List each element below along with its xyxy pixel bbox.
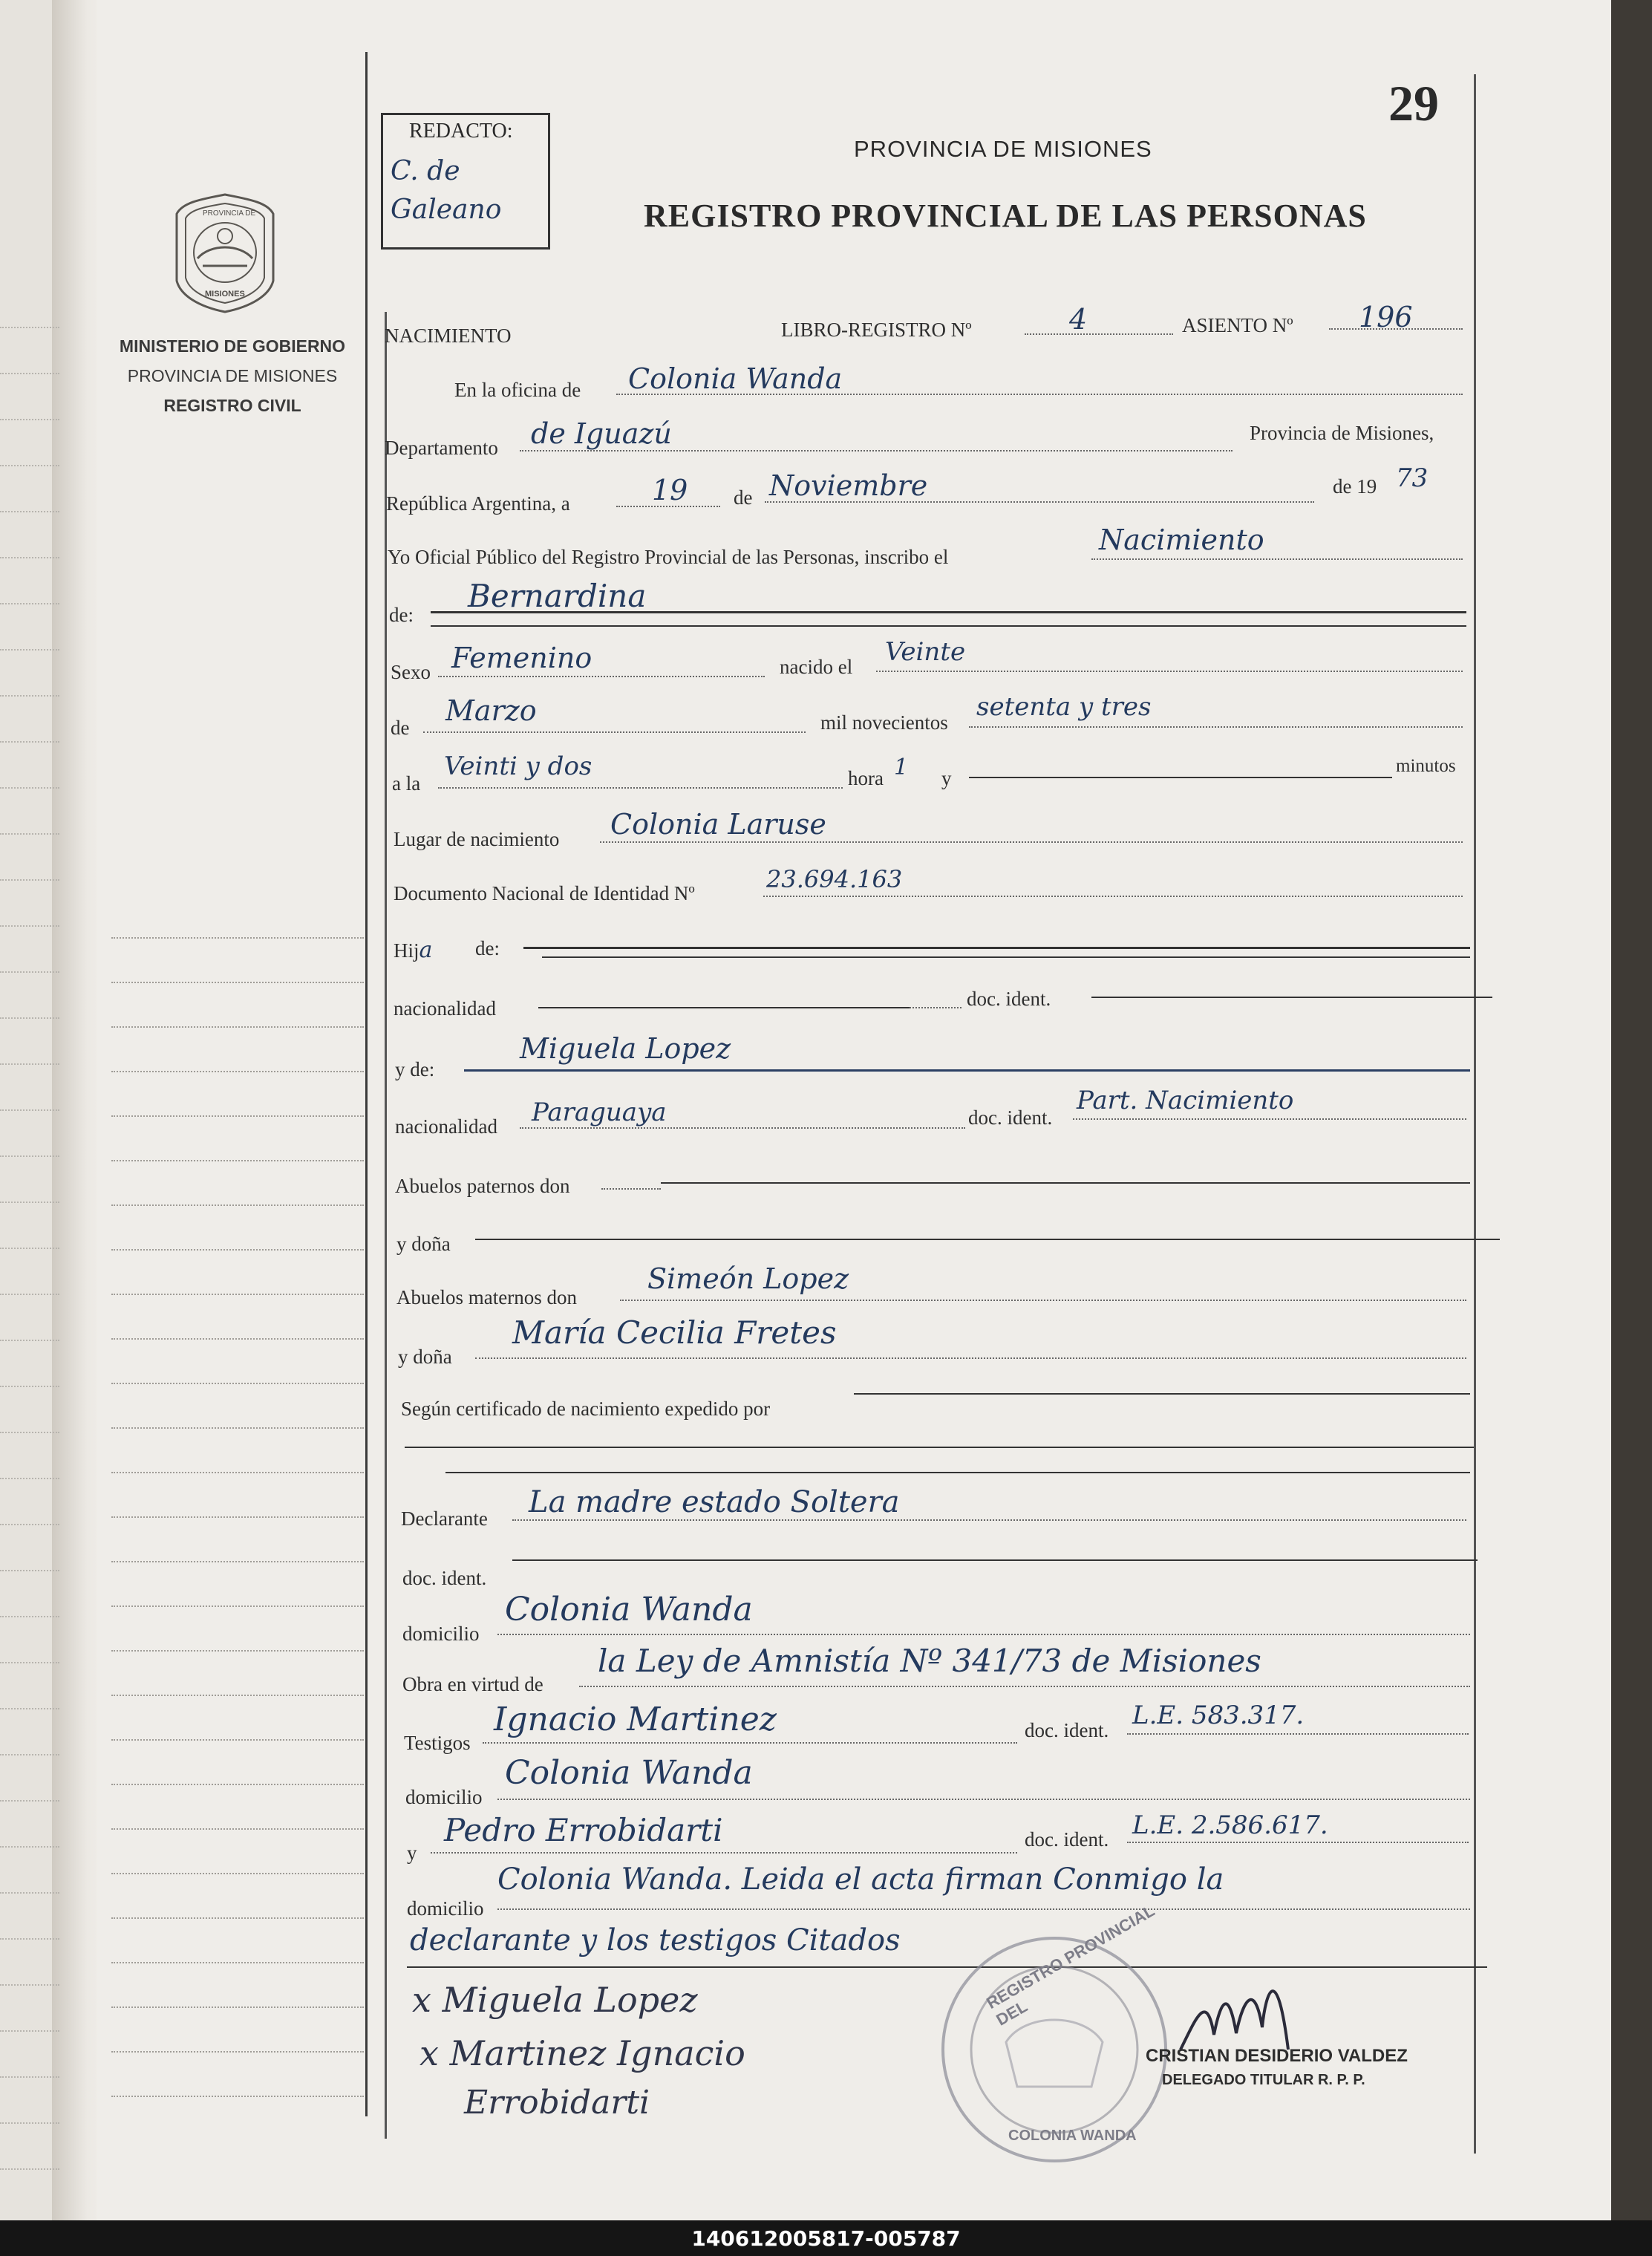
left-page-rule <box>0 1984 59 1986</box>
margin-rule <box>111 982 364 983</box>
mes-nac-dotline <box>423 731 806 733</box>
margin-rule <box>111 1917 364 1919</box>
left-page-rule <box>0 2076 59 2078</box>
nacionalidad2-value: Paraguaya <box>532 1098 667 1127</box>
left-page-rule <box>0 2168 59 2170</box>
ala-label: a la <box>392 772 421 795</box>
left-page-rule <box>0 2122 59 2124</box>
registry-stamp <box>936 1901 1173 2168</box>
domicilio3-value: Colonia Wanda. Leida el acta firman Conmigo la <box>497 1862 1224 1897</box>
margin-rule <box>111 1695 364 1696</box>
sexo-value: Femenino <box>451 642 592 674</box>
segun-line <box>854 1393 1470 1395</box>
hija-label <box>394 937 432 963</box>
lugar-value: Colonia Laruse <box>610 808 826 841</box>
abuelos-mat-dotline <box>620 1300 1466 1301</box>
docident-label: doc. ident. <box>967 988 1051 1010</box>
testigo1-dotline <box>483 1742 1017 1744</box>
domicilio-label: domicilio <box>402 1623 480 1645</box>
official-name: CRISTIAN DESIDERIO VALDEZ <box>1146 2046 1408 2066</box>
ala-dotline <box>438 787 843 789</box>
mes-de-label: de <box>734 486 753 509</box>
stamp-text: REGISTRO PROVINCIAL DEL <box>983 1901 1158 2030</box>
continuation-value: declarante y los testigos Citados <box>410 1923 901 1957</box>
ydona-label: y doña <box>396 1233 451 1255</box>
margin-rule <box>111 1784 364 1785</box>
domicilio3-label: domicilio <box>407 1897 484 1920</box>
abuela-pat-line <box>475 1239 1500 1240</box>
asiento-label: ASIENTO Nº <box>1182 314 1293 336</box>
margin-rule <box>111 1383 364 1384</box>
image-caption: 140612005817-005787 <box>691 2226 961 2251</box>
republica-label: República Argentina, a <box>386 492 570 515</box>
obra-label: Obra en virtud de <box>402 1673 543 1695</box>
margin-rule <box>111 1427 364 1429</box>
testigo1-value: Ignacio Martinez <box>494 1701 777 1738</box>
margin-registro: REGISTRO CIVIL <box>163 396 301 415</box>
margin-rule <box>111 1962 364 1963</box>
left-frame-line <box>365 52 368 2116</box>
docident4-label: doc. ident. <box>1025 1719 1109 1741</box>
margin-rule <box>111 1650 364 1652</box>
left-page-rule <box>0 1248 59 1249</box>
libro-label: LIBRO-REGISTRO Nº <box>781 319 972 341</box>
left-page-rule <box>0 695 59 697</box>
margin-rule <box>111 1605 364 1607</box>
left-page-rule <box>0 1109 59 1111</box>
abuelos-pat-line <box>661 1182 1470 1184</box>
abuela-mat-value: María Cecilia Fretes <box>512 1314 837 1351</box>
right-frame-line <box>1474 74 1476 2154</box>
nacionalidad2-label: nacionalidad <box>395 1115 497 1138</box>
abuelos-pat-dotline <box>601 1188 661 1190</box>
testigos-label: Testigos <box>404 1732 471 1754</box>
margin-ministerio: MINISTERIO DE GOBIERNO <box>119 336 346 356</box>
redacto-label: REDACTO: <box>409 120 513 143</box>
margin-rule <box>111 1115 364 1117</box>
segun-line2 <box>405 1447 1474 1448</box>
mil-label: mil novecientos <box>820 711 948 734</box>
left-page-rule <box>0 1938 59 1940</box>
signature-miguela: x Miguela Lopez <box>412 1980 698 2020</box>
margin-provincia: PROVINCIA DE MISIONES <box>127 366 338 385</box>
declarante-label: Declarante <box>401 1507 488 1530</box>
left-page-rule <box>0 1892 59 1894</box>
obra-value: la Ley de Amnistía Nº 341/73 de Misiones <box>598 1643 1261 1679</box>
madre-line <box>464 1069 1470 1072</box>
nacionalidad-dotline <box>910 1007 962 1008</box>
oficina-label: En la oficina de <box>454 379 581 401</box>
left-page-rule <box>0 2030 59 2032</box>
docident2-dotline <box>1073 1118 1466 1120</box>
nacionalidad2-dotline <box>520 1127 965 1129</box>
record-type-label: NACIMIENTO <box>385 325 512 347</box>
margin-rule <box>111 1338 364 1340</box>
abuelo-mat-value: Simeón Lopez <box>647 1262 849 1295</box>
hora-label: hora <box>848 767 884 789</box>
margin-rule <box>111 1294 364 1295</box>
segun-label: Según certificado de nacimiento expedido por <box>401 1398 771 1420</box>
domicilio2-dotline <box>497 1799 1470 1800</box>
left-page-rule <box>0 1386 59 1387</box>
header-title: REGISTRO PROVINCIAL DE LAS PERSONAS <box>644 198 1367 234</box>
hija-suffix: a <box>419 937 433 963</box>
left-page-rule <box>0 1294 59 1295</box>
page-number: 29 <box>1388 75 1439 131</box>
margin-rule <box>111 2096 364 2097</box>
docident3-line <box>512 1559 1478 1561</box>
docident-line <box>1091 997 1492 998</box>
docident5-label: doc. ident. <box>1025 1828 1109 1851</box>
left-page-rule <box>0 1570 59 1571</box>
mil-dotline <box>969 726 1463 728</box>
hija-prefix: Hij <box>394 939 419 962</box>
province-seal <box>169 192 281 314</box>
anio-label: de 19 <box>1333 475 1377 498</box>
left-page-rule <box>0 1754 59 1755</box>
margin-rule <box>111 1561 364 1562</box>
docident2-label: doc. ident. <box>968 1106 1053 1129</box>
documento-dotline <box>763 896 1463 897</box>
domicilio-dotline <box>497 1634 1470 1635</box>
left-page-rule <box>0 465 59 466</box>
sexo-dotline <box>438 676 765 677</box>
testigo1-doc: L.E. 583.317. <box>1132 1701 1305 1730</box>
nombre-value: Bernardina <box>468 578 647 614</box>
nombre-underline <box>431 625 1466 627</box>
ala-value: Veinti y dos <box>444 752 592 781</box>
dia-value: 19 <box>652 474 688 506</box>
margin-rule <box>111 1516 364 1518</box>
left-page-rule <box>0 1017 59 1019</box>
documento-label: Documento Nacional de Identidad Nº <box>394 882 695 904</box>
abuela-mat-dotline <box>475 1357 1466 1359</box>
ydona2-label: y doña <box>398 1346 452 1368</box>
domicilio3-dotline <box>497 1908 1470 1910</box>
left-page-rule <box>0 419 59 420</box>
y-label: y <box>941 767 952 789</box>
nacido-value: Veinte <box>885 637 966 667</box>
margin-rule <box>111 2006 364 2008</box>
libro-dotline <box>1025 333 1173 335</box>
margin-rule <box>111 1160 364 1161</box>
left-page-rule <box>0 603 59 604</box>
left-page-rule <box>0 1846 59 1848</box>
margin-rule <box>111 1204 364 1206</box>
margin-rule <box>111 1739 364 1741</box>
redacto-handwriting: C. de Galeano <box>391 156 502 225</box>
margin-rule <box>111 1071 364 1072</box>
left-page-rule <box>0 787 59 789</box>
hora-value: 1 <box>894 754 909 780</box>
libro-value: 4 <box>1069 303 1088 336</box>
departamento-value: de Iguazú <box>531 417 672 450</box>
left-page-rule <box>0 1063 59 1065</box>
signature-martinez: x Martinez Ignacio <box>419 2033 745 2073</box>
abuelos-pat-label: Abuelos paternos don <box>395 1175 570 1197</box>
left-page-rule <box>0 1524 59 1525</box>
left-page-rule <box>0 741 59 743</box>
header-province: PROVINCIA DE MISIONES <box>854 136 1152 162</box>
oficial-value: Nacimiento <box>1099 524 1264 556</box>
lugar-label: Lugar de nacimiento <box>394 828 560 850</box>
nacionalidad-label: nacionalidad <box>394 997 496 1020</box>
nacido-label: nacido el <box>780 656 853 678</box>
declarante-dotline <box>512 1519 1466 1521</box>
domicilio2-value: Colonia Wanda <box>505 1754 753 1792</box>
oficial-dotline <box>1091 558 1463 560</box>
declarante-value: La madre estado Soltera <box>529 1485 900 1519</box>
nacido-dotline <box>876 671 1463 672</box>
left-page-rule <box>0 1432 59 1433</box>
madre-label: y de: <box>395 1058 435 1080</box>
lugar-dotline <box>600 841 1463 843</box>
official-title: DELEGADO TITULAR R. P. P. <box>1162 2072 1365 2088</box>
margin-rule <box>111 2051 364 2053</box>
docident3-label: doc. ident. <box>402 1567 487 1589</box>
documento-value: 23.694.163 <box>766 865 903 893</box>
testigo2-dotline <box>431 1852 1017 1854</box>
margin-rule <box>111 1026 364 1028</box>
obra-dotline <box>579 1686 1470 1687</box>
left-page-rule <box>0 1202 59 1203</box>
abuelos-mat-label: Abuelos maternos don <box>396 1286 577 1308</box>
signature-errobidarti: Errobidarti <box>464 2084 650 2122</box>
departamento-dotline <box>520 450 1233 451</box>
left-page-rule <box>0 327 59 328</box>
margin-rule <box>111 937 364 939</box>
provincia-label: Provincia de Misiones, <box>1250 422 1434 444</box>
margin-block <box>110 331 355 420</box>
stamp-bottom-text: COLONIA WANDA <box>1008 2128 1137 2144</box>
domicilio2-label: domicilio <box>405 1786 483 1808</box>
left-page-rule <box>0 833 59 835</box>
left-page-rule <box>0 373 59 374</box>
left-page-rule <box>0 1478 59 1479</box>
left-page-rule <box>0 1708 59 1709</box>
asiento-value: 196 <box>1359 301 1413 333</box>
hija-de-label: de: <box>475 937 500 959</box>
y2-label: y <box>407 1842 417 1864</box>
left-page-rule <box>0 1662 59 1663</box>
left-page-rule <box>0 649 59 651</box>
padre-line <box>523 947 1470 949</box>
departamento-label: Departamento <box>385 437 498 459</box>
inner-frame-line <box>385 312 387 2139</box>
seal-bottom-text: MISIONES <box>205 290 245 299</box>
left-page-rule <box>0 925 59 927</box>
testigo2-doc: L.E. 2.586.617. <box>1132 1810 1328 1840</box>
nombre-de-label: de: <box>389 604 414 626</box>
left-page-rule <box>0 1340 59 1341</box>
left-page-rule <box>0 1616 59 1617</box>
margin-rule <box>111 1873 364 1874</box>
mil-value: setenta y tres <box>976 692 1152 722</box>
oficina-value: Colonia Wanda <box>628 362 843 395</box>
left-page-rule <box>0 1800 59 1802</box>
minutos-line <box>969 777 1392 778</box>
testigo2-doc-dotline <box>1127 1842 1469 1843</box>
minutos-label: minutos <box>1396 756 1456 776</box>
sexo-label: Sexo <box>391 661 431 683</box>
nacionalidad-line <box>538 1007 910 1008</box>
anio-value: 73 <box>1396 463 1429 493</box>
left-page-rule <box>0 511 59 512</box>
left-page-rule <box>0 971 59 973</box>
padre-line2 <box>542 956 1470 958</box>
left-page-rule <box>0 879 59 881</box>
testigo1-doc-dotline <box>1127 1733 1469 1735</box>
segun-line3 <box>445 1472 1470 1473</box>
seal-top-text: PROVINCIA DE <box>203 209 256 218</box>
mes-nac-de-label: de <box>391 717 410 739</box>
domicilio-value: Colonia Wanda <box>505 1591 753 1629</box>
left-page-rule <box>0 1155 59 1157</box>
testigo2-value: Pedro Errobidarti <box>444 1812 723 1848</box>
docident2-value: Part. Nacimiento <box>1077 1086 1294 1115</box>
left-page-rule <box>0 557 59 558</box>
oficial-label: Yo Oficial Público del Registro Provincial de las Personas, inscribo el <box>388 546 949 568</box>
margin-rule <box>111 1828 364 1830</box>
mes-nac-value: Marzo <box>445 694 537 727</box>
margin-rule <box>111 1472 364 1473</box>
redacto-box <box>381 113 550 250</box>
madre-value: Miguela Lopez <box>520 1032 731 1065</box>
margin-rule <box>111 1249 364 1251</box>
mes-value: Noviembre <box>769 469 928 502</box>
